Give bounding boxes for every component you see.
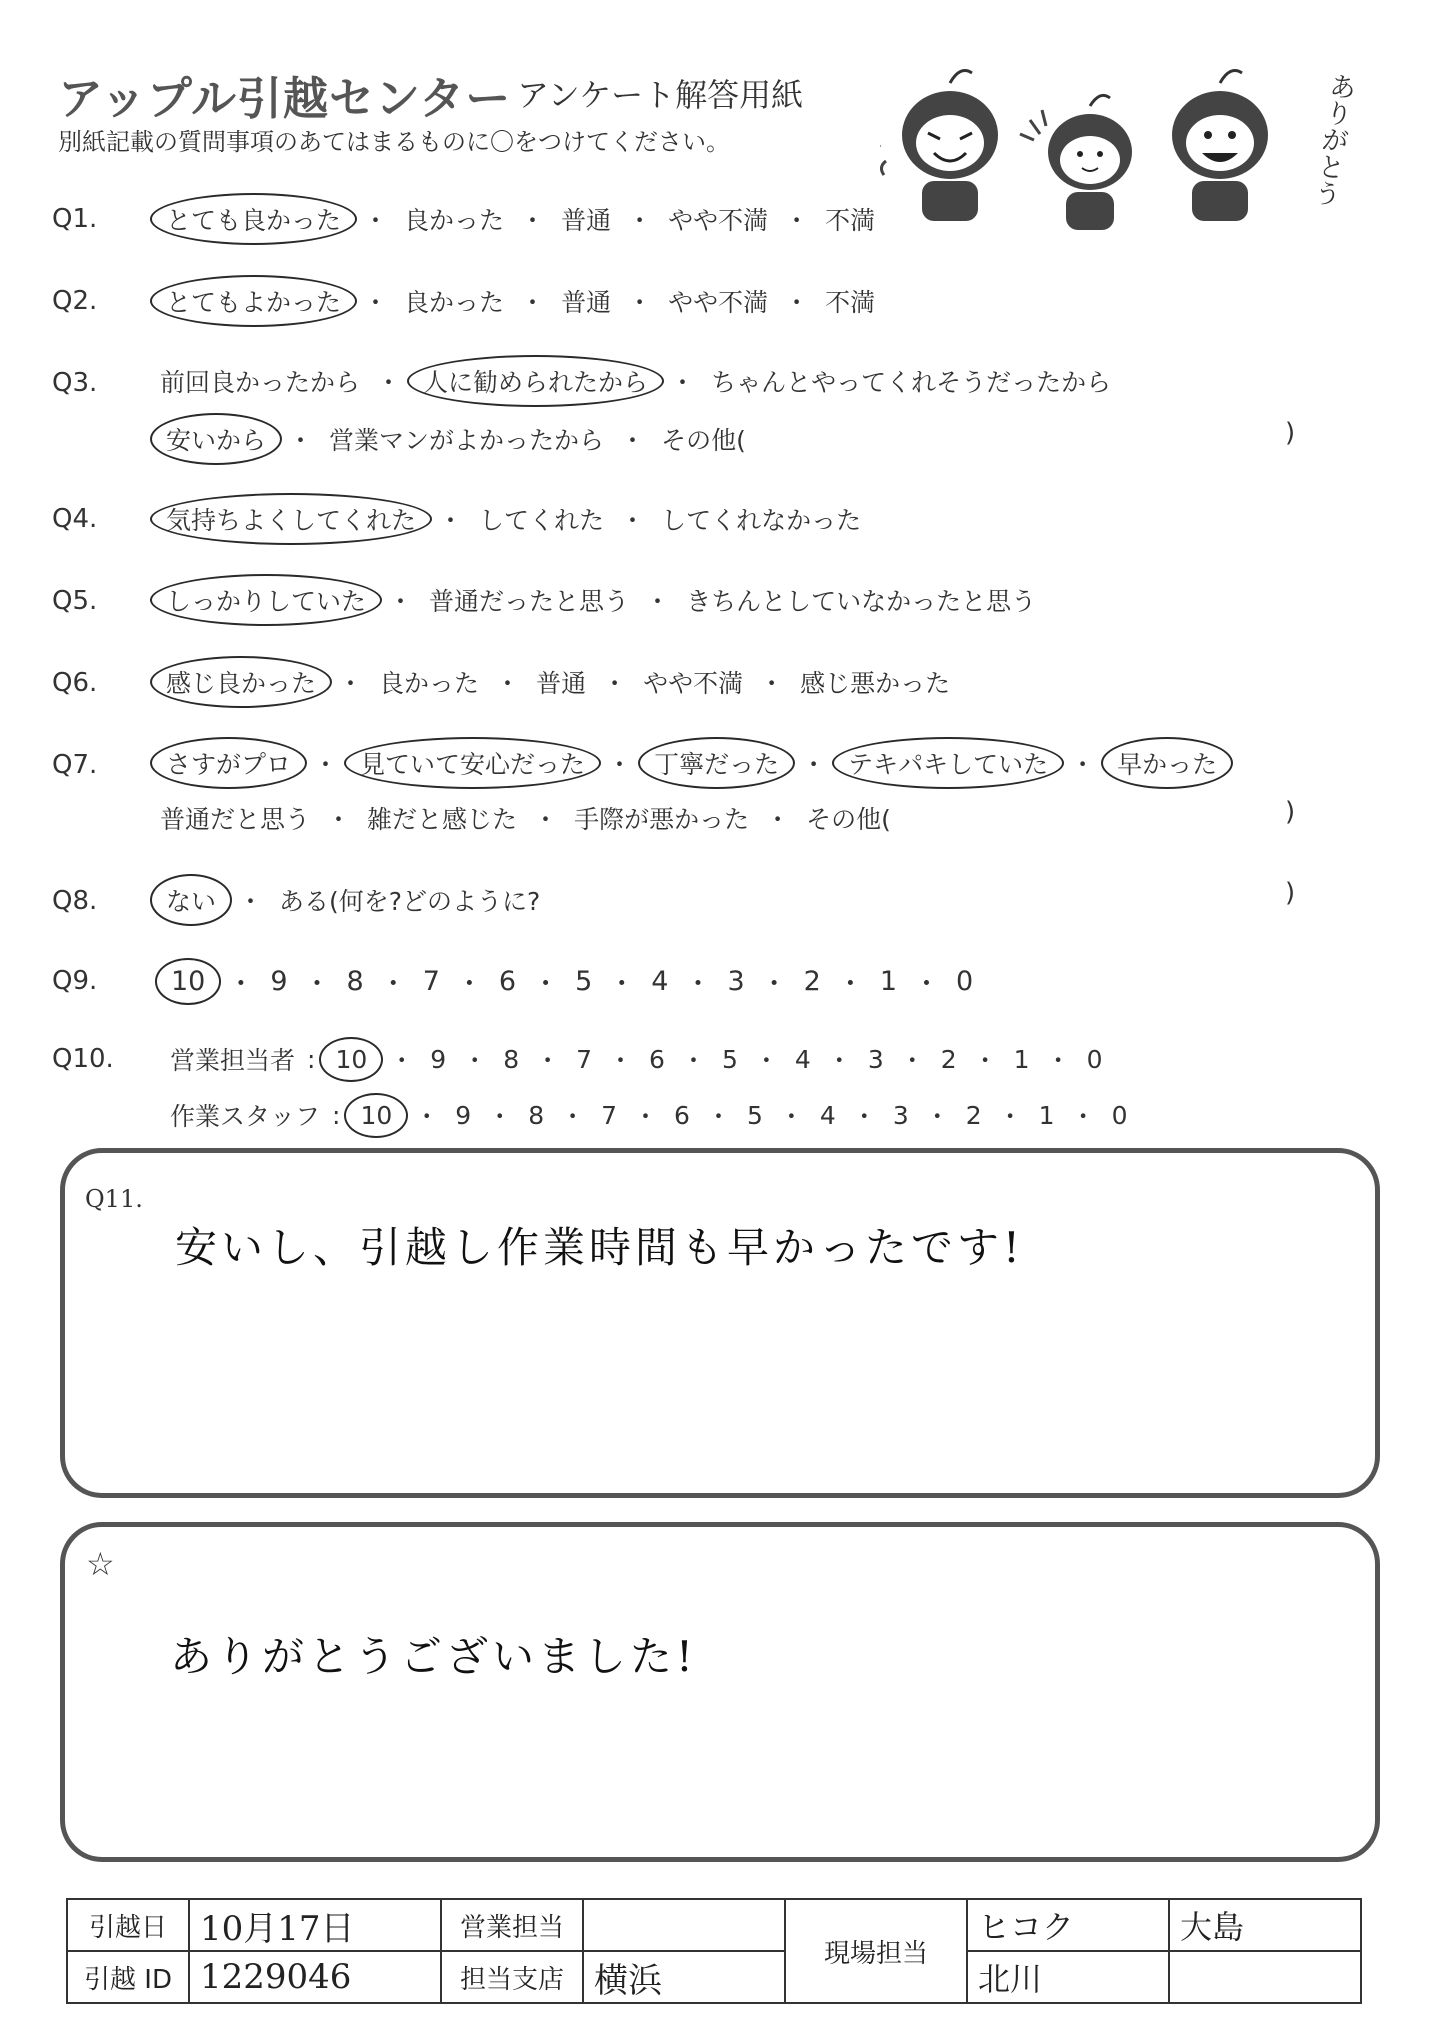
q3-option-3[interactable]: ちゃんとやってくれそうだったから bbox=[711, 368, 1112, 397]
q3-options-line2: 安いから ・ 営業マンがよかったから ・ その他( bbox=[160, 421, 746, 457]
q3-option-4[interactable]: 安いから bbox=[160, 421, 272, 457]
q8-close-paren: ) bbox=[1285, 878, 1296, 908]
q7-option-5[interactable]: 早かった bbox=[1111, 745, 1223, 781]
q2-options: とてもよかった ・ 良かった ・ 普通 ・ やや不満 ・ 不満 bbox=[160, 283, 875, 319]
q10-staff-score-9[interactable]: 9 bbox=[455, 1100, 472, 1130]
q9-score-10[interactable]: 10 bbox=[165, 966, 211, 997]
move-id-value[interactable]: 1229046 bbox=[189, 1951, 441, 2003]
q6-label: Q6. bbox=[52, 668, 98, 698]
star-comment-box[interactable] bbox=[60, 1522, 1380, 1862]
q2-option-3[interactable]: 普通 bbox=[561, 288, 612, 317]
q10-sales-row: 営業担当者 : 10 ・ 9 ・ 8 ・ 7 ・ 6 ・ 5 ・ 4 ・ 3 ・ 2 ・ 1 ・ 0 bbox=[170, 1041, 1102, 1077]
q7-option-6[interactable]: 普通だと思う bbox=[160, 805, 311, 834]
q10-staff-score-2[interactable]: 2 bbox=[965, 1100, 982, 1130]
move-id-label: 引越 ID bbox=[67, 1951, 189, 2003]
q5-option-3[interactable]: きちんとしていなかったと思う bbox=[686, 587, 1037, 616]
q7-close-paren: ) bbox=[1285, 797, 1296, 827]
q5-option-1[interactable]: しっかりしていた bbox=[160, 582, 372, 618]
company-title: アップル引越センター bbox=[58, 72, 512, 125]
move-date-value[interactable]: 10月17日 bbox=[189, 1899, 441, 1951]
q9-score-4[interactable]: 4 bbox=[651, 966, 669, 997]
q2-label: Q2. bbox=[52, 286, 98, 316]
q9-score-5[interactable]: 5 bbox=[575, 966, 593, 997]
q1-option-4[interactable]: やや不満 bbox=[668, 206, 769, 235]
q10-staff-score-7[interactable]: 7 bbox=[601, 1100, 618, 1130]
q8-option-1[interactable]: ない bbox=[160, 882, 222, 918]
q1-option-1[interactable]: とても良かった bbox=[160, 201, 347, 237]
sales-rep-value[interactable] bbox=[583, 1899, 785, 1951]
q11-comment-box[interactable] bbox=[60, 1148, 1380, 1498]
q10-sales-score-3[interactable]: 3 bbox=[867, 1044, 884, 1074]
q7-option-other[interactable]: その他( bbox=[806, 805, 891, 834]
q10-sales-score-8[interactable]: 8 bbox=[503, 1044, 520, 1074]
instruction-text: 別紙記載の質問事項のあてはまるものに〇をつけてください。 bbox=[58, 128, 730, 156]
q8-options: ない ・ ある(何を?どのように? bbox=[160, 882, 540, 918]
q10-staff-score-5[interactable]: 5 bbox=[746, 1100, 763, 1130]
q10-staff-score-4[interactable]: 4 bbox=[819, 1100, 836, 1130]
q6-option-5[interactable]: 感じ悪かった bbox=[800, 669, 951, 698]
q6-option-2[interactable]: 良かった bbox=[379, 669, 480, 698]
site-rep-value-2[interactable]: 大島 bbox=[1169, 1899, 1361, 1951]
q1-options: とても良かった ・ 良かった ・ 普通 ・ やや不満 ・ 不満 bbox=[160, 201, 875, 237]
q11-label: Q11. bbox=[85, 1185, 143, 1213]
q10-sales-colon: : bbox=[307, 1044, 316, 1074]
q10-staff-colon: : bbox=[332, 1100, 341, 1130]
q10-staff-score-0[interactable]: 0 bbox=[1111, 1100, 1128, 1130]
q3-close-paren: ) bbox=[1285, 418, 1296, 448]
q6-options: 感じ良かった ・ 良かった ・ 普通 ・ やや不満 ・ 感じ悪かった bbox=[160, 664, 950, 700]
q7-options-line1: さすがプロ ・ 見ていて安心だった ・ 丁寧だった ・ テキパキしていた ・ 早かった bbox=[160, 745, 1223, 781]
q10-staff-label: 作業スタッフ bbox=[170, 1102, 321, 1131]
q10-sales-score-6[interactable]: 6 bbox=[649, 1044, 665, 1074]
site-rep-value-3[interactable]: 北川 bbox=[967, 1951, 1169, 2003]
q9-score-8[interactable]: 8 bbox=[346, 966, 364, 997]
q9-score-7[interactable]: 7 bbox=[422, 966, 440, 997]
q6-option-3[interactable]: 普通 bbox=[536, 669, 587, 698]
branch-label: 担当支店 bbox=[441, 1951, 583, 2003]
footer-info-table bbox=[66, 1898, 1362, 2004]
q1-option-5[interactable]: 不満 bbox=[825, 206, 876, 235]
q3-option-other[interactable]: その他( bbox=[661, 426, 746, 455]
q7-option-8[interactable]: 手際が悪かった bbox=[574, 805, 750, 834]
q10-sales-score-0[interactable]: 0 bbox=[1086, 1044, 1103, 1074]
q9-scale: 10 ・ 9 ・ 8 ・ 7 ・ 6 ・ 5 ・ 4 ・ 3 ・ 2 ・ 1 ・ 0 bbox=[165, 962, 973, 1001]
q3-option-2[interactable]: 人に勧められたから bbox=[417, 363, 654, 399]
q2-option-1[interactable]: とてもよかった bbox=[160, 283, 347, 319]
q10-sales-score-2[interactable]: 2 bbox=[940, 1044, 957, 1074]
q9-score-9[interactable]: 9 bbox=[270, 966, 288, 997]
q5-label: Q5. bbox=[52, 586, 98, 616]
q2-option-4[interactable]: やや不満 bbox=[668, 288, 769, 317]
q8-option-2[interactable]: ある(何を?どのように? bbox=[279, 887, 541, 916]
q1-option-2[interactable]: 良かった bbox=[404, 206, 505, 235]
q11-answer[interactable]: 安いし、引越し作業時間も早かったです! bbox=[175, 1223, 1024, 1272]
q3-label: Q3. bbox=[52, 368, 98, 398]
q9-score-0[interactable]: 0 bbox=[956, 966, 974, 997]
q4-option-2[interactable]: してくれた bbox=[479, 506, 605, 535]
q7-label: Q7. bbox=[52, 750, 98, 780]
q10-sales-score-9[interactable]: 9 bbox=[430, 1044, 447, 1074]
q10-label: Q10. bbox=[52, 1044, 114, 1074]
form-title: アンケート解答用紙 bbox=[517, 76, 804, 114]
monkey-mascots-illustration bbox=[880, 60, 1340, 240]
q4-options: 気持ちよくしてくれた ・ してくれた ・ してくれなかった bbox=[160, 501, 861, 537]
q3-option-1[interactable]: 前回良かったから bbox=[160, 368, 361, 397]
q10-sales-label: 営業担当者 bbox=[170, 1046, 296, 1075]
q10-staff-score-3[interactable]: 3 bbox=[892, 1100, 909, 1130]
site-rep-value-4[interactable] bbox=[1169, 1951, 1361, 2003]
q5-options: しっかりしていた ・ 普通だったと思う ・ きちんとしていなかったと思う bbox=[160, 582, 1036, 618]
q1-label: Q1. bbox=[52, 204, 98, 234]
q10-sales-score-4[interactable]: 4 bbox=[794, 1044, 811, 1074]
q10-staff-score-1[interactable]: 1 bbox=[1038, 1100, 1055, 1130]
branch-value[interactable]: 横浜 bbox=[583, 1951, 785, 2003]
q9-label: Q9. bbox=[52, 966, 98, 996]
q7-option-4[interactable]: テキパキしていた bbox=[842, 745, 1054, 781]
q10-sales-score-1[interactable]: 1 bbox=[1013, 1044, 1030, 1074]
move-date-label: 引越日 bbox=[67, 1899, 189, 1951]
thanks-vertical-text: ありがとう bbox=[1307, 70, 1358, 209]
q6-option-1[interactable]: 感じ良かった bbox=[160, 664, 322, 700]
q2-option-2[interactable]: 良かった bbox=[404, 288, 505, 317]
q7-option-2[interactable]: 見ていて安心だった bbox=[354, 745, 591, 781]
q9-score-1[interactable]: 1 bbox=[879, 966, 898, 997]
q9-score-2[interactable]: 2 bbox=[803, 966, 821, 997]
q8-label: Q8. bbox=[52, 886, 98, 916]
q9-score-6[interactable]: 6 bbox=[498, 966, 517, 997]
q3-options-line1: 前回良かったから ・ 人に勧められたから ・ ちゃんとやってくれそうだったから bbox=[160, 363, 1111, 399]
site-rep-value-1[interactable]: ヒコク bbox=[967, 1899, 1169, 1951]
q10-staff-row: 作業スタッフ : 10 ・ 9 ・ 8 ・ 7 ・ 6 ・ 5 ・ 4 ・ 3 ・ 2 ・ 1 ・ 0 bbox=[170, 1097, 1127, 1133]
q3-option-5[interactable]: 営業マンがよかったから bbox=[329, 426, 605, 455]
q2-option-5[interactable]: 不満 bbox=[825, 288, 876, 317]
star-icon: ☆ bbox=[86, 1545, 115, 1583]
site-rep-label: 現場担当 bbox=[785, 1899, 967, 2003]
sales-rep-label: 営業担当 bbox=[441, 1899, 583, 1951]
q10-staff-score-8[interactable]: 8 bbox=[528, 1100, 545, 1130]
q6-option-4[interactable]: やや不満 bbox=[643, 669, 744, 698]
q10-staff-score-10[interactable]: 10 bbox=[354, 1101, 398, 1130]
q10-sales-score-7[interactable]: 7 bbox=[576, 1044, 593, 1074]
q7-option-1[interactable]: さすがプロ bbox=[160, 745, 297, 781]
q4-label: Q4. bbox=[52, 504, 98, 534]
q7-option-3[interactable]: 丁寧だった bbox=[648, 745, 785, 781]
q9-score-3[interactable]: 3 bbox=[727, 966, 745, 997]
q7-options-line2: 普通だと思う ・ 雑だと感じた ・ 手際が悪かった ・ その他( bbox=[160, 800, 891, 836]
q10-staff-score-6[interactable]: 6 bbox=[674, 1100, 690, 1130]
q10-sales-score-5[interactable]: 5 bbox=[721, 1044, 738, 1074]
q4-option-1[interactable]: 気持ちよくしてくれた bbox=[160, 501, 422, 537]
q5-option-2[interactable]: 普通だったと思う bbox=[429, 587, 630, 616]
q10-sales-score-10[interactable]: 10 bbox=[329, 1045, 373, 1074]
q7-option-7[interactable]: 雑だと感じた bbox=[367, 805, 518, 834]
star-answer[interactable]: ありがとうございました! bbox=[170, 1632, 697, 1681]
q1-option-3[interactable]: 普通 bbox=[561, 206, 612, 235]
q4-option-3[interactable]: してくれなかった bbox=[661, 506, 862, 535]
